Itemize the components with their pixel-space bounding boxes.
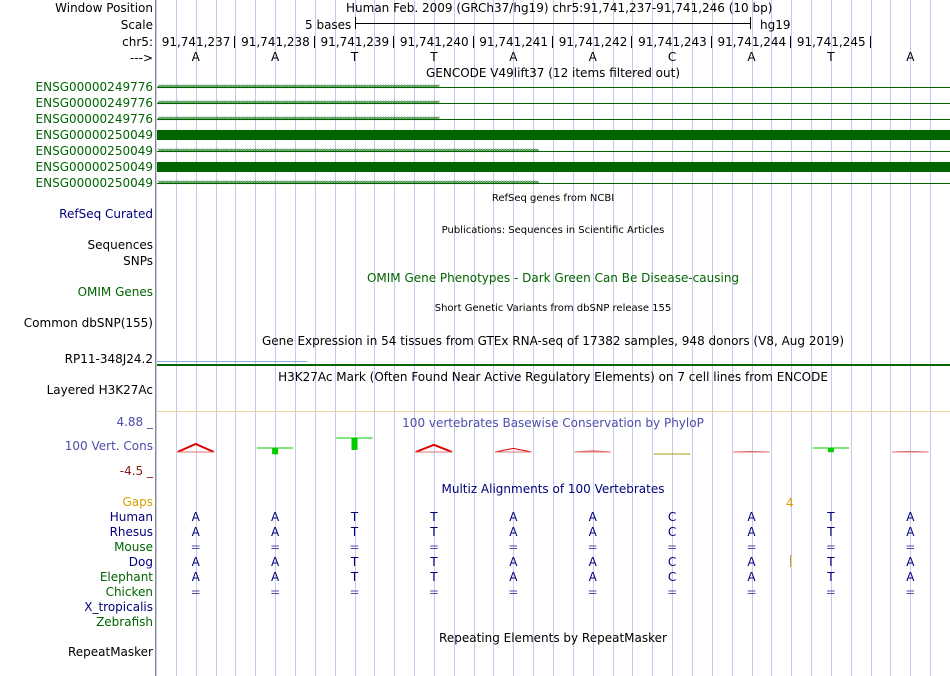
h3k27ac-baseline — [157, 411, 950, 412]
gene-exon-feature[interactable] — [157, 162, 950, 172]
alignment-base-mouse: = — [508, 540, 519, 554]
window-position-text: Human Feb. 2009 (GRCh37/hg19) chr5:91,741,237-91,741,246 (10 bp) — [346, 1, 773, 15]
alignment-base-human: A — [270, 510, 280, 524]
base-letter: T — [827, 50, 835, 64]
alignment-base-mouse: = — [825, 540, 836, 554]
alignment-base-human: T — [827, 510, 835, 524]
base-letter: A — [509, 50, 518, 64]
phylop-bar[interactable] — [813, 448, 850, 452]
species-label-mouse[interactable]: Mouse — [114, 540, 153, 554]
layered-h3k27ac-label[interactable]: Layered H3K27Ac — [46, 383, 153, 397]
alignment-base-elephant: A — [747, 570, 756, 584]
alignment-base-chicken: = — [587, 585, 598, 599]
species-label-elephant[interactable]: Elephant — [99, 570, 153, 584]
base-letter: A — [906, 50, 915, 64]
ruler-coordinate: 91,741,238 — [241, 35, 310, 49]
alignment-base-elephant: A — [906, 570, 915, 584]
species-label-xtropicalis[interactable]: X_tropicalis — [84, 600, 153, 614]
scale-label: Scale — [120, 18, 153, 32]
alignment-base-rhesus: A — [270, 525, 280, 539]
gene-label[interactable]: ENSG00000249776 — [35, 112, 153, 126]
ruler-coordinate: 91,741,237 — [161, 35, 231, 49]
base-letter: A — [191, 50, 200, 64]
publications-track-title[interactable]: Publications: Sequences in Scientific Articles — [441, 225, 665, 236]
phylop-track-title[interactable]: 100 vertebrates Basewise Conservation by PhyloP — [402, 416, 704, 430]
assembly-text: hg19 — [760, 18, 791, 32]
gene-feature[interactable]: ‹‹‹‹‹‹‹‹‹‹‹‹‹‹‹‹‹‹‹‹‹‹‹‹‹‹‹‹‹‹‹‹‹‹‹‹‹‹‹‹‹‹‹‹‹‹‹‹‹‹‹‹‹‹‹‹‹‹‹‹‹‹‹‹‹‹‹‹‹‹‹‹‹‹‹‹‹‹‹‹‹‹‹‹‹‹‹‹‹‹‹‹‹‹‹‹‹‹‹‹‹‹‹‹‹‹‹‹‹‹‹‹‹‹‹‹‹‹‹‹‹‹‹‹‹‹‹‹‹‹‹‹‹‹‹‹‹‹‹‹‹‹‹‹‹‹‹‹‹‹‹‹‹‹‹‹‹‹‹‹‹‹‹‹‹‹‹‹‹‹‹‹‹‹‹‹ — [157, 119, 950, 120]
phylop-bar[interactable] — [177, 444, 214, 452]
gene-exon-feature[interactable] — [157, 130, 950, 140]
alignment-base-chicken: = — [190, 585, 201, 599]
alignment-base-mouse: = — [746, 540, 757, 554]
ruler-tick — [473, 36, 474, 48]
h3k27ac-track-title[interactable]: H3K27Ac Mark (Often Found Near Active Regulatory Elements) on 7 cell lines from ENCODE — [278, 370, 828, 384]
alignment-base-dog: A — [191, 555, 200, 569]
chr-label: chr5: — [122, 35, 153, 49]
ruler-tick — [393, 36, 394, 48]
alignment-base-rhesus: A — [509, 525, 518, 539]
alignment-base-elephant: T — [827, 570, 835, 584]
alignment-base-rhesus: A — [588, 525, 597, 539]
alignment-base-dog: A — [906, 555, 915, 569]
alignment-base-dog: T — [350, 555, 359, 569]
phylop-bar[interactable] — [733, 451, 770, 452]
alignment-base-elephant: T — [430, 570, 438, 584]
species-label-zebrafish[interactable]: Zebrafish — [96, 615, 153, 629]
window-position-label: Window Position — [55, 1, 153, 15]
refseq-label[interactable]: RefSeq Curated — [59, 207, 153, 221]
scale-bar — [355, 23, 750, 24]
alignment-base-human: A — [509, 510, 518, 524]
repeatmasker-label[interactable]: RepeatMasker — [67, 645, 153, 659]
ruler-tick — [870, 36, 871, 48]
alignment-base-chicken: = — [428, 585, 439, 599]
gene-label[interactable]: ENSG00000250049 — [35, 128, 153, 142]
ruler-coordinate: 91,741,245 — [796, 35, 866, 49]
omim-label[interactable]: OMIM Genes — [77, 285, 153, 299]
phylop-bar[interactable] — [416, 445, 453, 452]
phylop-bar[interactable] — [495, 448, 532, 452]
ruler-tick — [631, 36, 632, 48]
alignment-base-mouse: = — [349, 540, 360, 554]
alignment-base-elephant: A — [191, 570, 200, 584]
alignment-base-human: A — [747, 510, 756, 524]
alignment-base-chicken: = — [349, 585, 360, 599]
alignment-base-dog: A — [509, 555, 518, 569]
alignment-base-rhesus: C — [667, 525, 677, 539]
alignment-base-dog: A — [270, 555, 280, 569]
alignment-base-elephant: A — [509, 570, 518, 584]
alignment-base-chicken: = — [905, 585, 916, 599]
phylop-bar[interactable] — [892, 451, 929, 452]
base-letter: T — [430, 50, 438, 64]
dog-gap-marker — [790, 555, 791, 567]
ruler-tick — [711, 36, 712, 48]
phylop-bar[interactable] — [574, 451, 611, 452]
refseq-track-title[interactable]: RefSeq genes from NCBI — [491, 193, 615, 204]
alignment-base-dog: A — [588, 555, 597, 569]
alignment-base-elephant: T — [350, 570, 359, 584]
alignment-base-chicken: = — [270, 585, 281, 599]
base-letter: A — [270, 50, 280, 64]
ruler-coordinate: 91,741,241 — [479, 35, 548, 49]
phylop-bar[interactable] — [257, 448, 294, 454]
base-letter: C — [667, 50, 677, 64]
alignment-base-human: A — [588, 510, 597, 524]
alignment-base-mouse: = — [587, 540, 598, 554]
alignment-base-rhesus: T — [430, 525, 438, 539]
gaps-count: 4 — [786, 496, 794, 510]
alignment-base-rhesus: A — [747, 525, 756, 539]
alignment-base-mouse: = — [270, 540, 281, 554]
alignment-base-elephant: C — [667, 570, 677, 584]
species-label-rhesus[interactable]: Rhesus — [109, 525, 153, 539]
ruler-coordinate: 91,741,243 — [638, 35, 707, 49]
alignment-base-elephant: A — [270, 570, 280, 584]
alignment-base-mouse: = — [905, 540, 916, 554]
alignment-base-rhesus: A — [906, 525, 915, 539]
strand-label: ---> — [129, 51, 153, 65]
gene-label[interactable]: ENSG00000249776 — [35, 80, 153, 94]
base-letter: A — [588, 50, 597, 64]
gene-feature[interactable]: ›››››››››››››››››››››››››››››››››››››››››››››››››››››››››››››››››››››››››››››››››››››››››››››››››››››››››››››››››››››››››››››››››››››››››››››››››››››››››››››››››››››››››››››››››››››››››››››››››››››››››››››››››››››››››››››››››››››››››››››› — [157, 183, 950, 184]
scale-bar-right-tick — [750, 17, 751, 29]
alignment-base-human: A — [906, 510, 915, 524]
ruler-tick — [314, 36, 315, 48]
cons-max-label: 4.88 _ — [116, 415, 153, 429]
gene-label[interactable]: ENSG00000249776 — [35, 96, 153, 110]
gencode-track-title[interactable]: GENCODE V49lift37 (12 items filtered out) — [425, 66, 680, 80]
ruler-tick — [552, 36, 553, 48]
ruler-coordinate: 91,741,244 — [717, 35, 787, 49]
gene-feature[interactable]: ‹‹‹‹‹‹‹‹‹‹‹‹‹‹‹‹‹‹‹‹‹‹‹‹‹‹‹‹‹‹‹‹‹‹‹‹‹‹‹‹‹‹‹‹‹‹‹‹‹‹‹‹‹‹‹‹‹‹‹‹‹‹‹‹‹‹‹‹‹‹‹‹‹‹‹‹‹‹‹‹‹‹‹‹‹‹‹‹‹‹‹‹‹‹‹‹‹‹‹‹‹‹‹‹‹‹‹‹‹‹‹‹‹‹‹‹‹‹‹‹‹‹‹‹‹‹‹‹‹‹‹‹‹‹‹‹‹‹‹‹‹‹‹‹‹‹‹‹‹‹‹‹‹‹‹‹‹‹‹‹‹‹‹‹‹‹‹‹‹‹‹‹‹‹‹‹ — [157, 103, 950, 104]
species-label-human[interactable]: Human — [109, 510, 153, 524]
alignment-base-chicken: = — [508, 585, 519, 599]
alignment-base-human: C — [667, 510, 677, 524]
gene-feature[interactable]: ‹‹‹‹‹‹‹‹‹‹‹‹‹‹‹‹‹‹‹‹‹‹‹‹‹‹‹‹‹‹‹‹‹‹‹‹‹‹‹‹‹‹‹‹‹‹‹‹‹‹‹‹‹‹‹‹‹‹‹‹‹‹‹‹‹‹‹‹‹‹‹‹‹‹‹‹‹‹‹‹‹‹‹‹‹‹‹‹‹‹‹‹‹‹‹‹‹‹‹‹‹‹‹‹‹‹‹‹‹‹‹‹‹‹‹‹‹‹‹‹‹‹‹‹‹‹‹‹‹‹‹‹‹‹‹‹‹‹‹‹‹‹‹‹‹‹‹‹‹‹‹‹‹‹‹‹‹‹‹‹‹‹‹‹‹‹‹‹‹‹‹‹‹‹‹‹ — [157, 87, 950, 88]
alignment-base-rhesus: T — [827, 525, 835, 539]
snps-label[interactable]: SNPs — [123, 254, 153, 268]
alignment-base-chicken: = — [825, 585, 836, 599]
gene-label[interactable]: ENSG00000250049 — [35, 144, 153, 158]
alignment-base-rhesus: A — [191, 525, 200, 539]
species-label-chicken[interactable]: Chicken — [105, 585, 153, 599]
alignment-base-mouse: = — [428, 540, 439, 554]
repeatmasker-track-title[interactable]: Repeating Elements by RepeatMasker — [439, 631, 667, 645]
common-dbsnp-label[interactable]: Common dbSNP(155) — [23, 316, 153, 330]
rp11-gene-bar[interactable] — [157, 364, 950, 366]
base-letter: T — [350, 50, 359, 64]
alignment-base-chicken: = — [667, 585, 678, 599]
rp11-label[interactable]: RP11-348J24.2 — [64, 352, 153, 366]
gene-label[interactable]: ENSG00000250049 — [35, 176, 153, 190]
alignment-base-dog: T — [827, 555, 835, 569]
alignment-base-dog: T — [430, 555, 438, 569]
gene-label[interactable]: ENSG00000250049 — [35, 160, 153, 174]
alignment-base-elephant: A — [588, 570, 597, 584]
ruler-coordinate: 91,741,240 — [399, 35, 469, 49]
scale-text: 5 bases — [305, 18, 352, 32]
track-labels-panel — [0, 0, 155, 676]
gtex-faint-bar — [157, 361, 307, 362]
alignment-base-dog: C — [667, 555, 677, 569]
gtex-track-title[interactable]: Gene Expression in 54 tissues from GTEx RNA-seq of 17382 samples, 948 donors (V8, Aug 2019) — [261, 334, 845, 348]
omim-track-title[interactable]: OMIM Gene Phenotypes - Dark Green Can Be Disease-causing — [366, 271, 740, 285]
species-label-dog[interactable]: Dog — [128, 555, 153, 569]
cons-track-label[interactable]: 100 Vert. Cons — [64, 439, 153, 453]
base-letter: A — [747, 50, 756, 64]
alignment-base-mouse: = — [667, 540, 678, 554]
dbsnp-track-title[interactable]: Short Genetic Variants from dbSNP release 155 — [434, 303, 672, 314]
multiz-track-title[interactable]: Multiz Alignments of 100 Vertebrates — [441, 482, 665, 496]
ruler-tick — [790, 36, 791, 48]
cons-min-label: -4.5 _ — [119, 464, 153, 478]
phylop-plot[interactable] — [156, 432, 950, 472]
alignment-base-human: T — [430, 510, 438, 524]
alignment-base-dog: A — [747, 555, 756, 569]
alignment-base-mouse: = — [190, 540, 201, 554]
alignment-base-human: A — [191, 510, 200, 524]
alignment-base-human: T — [350, 510, 359, 524]
alignment-base-rhesus: T — [350, 525, 359, 539]
gaps-label[interactable]: Gaps — [122, 495, 153, 509]
ruler-tick — [234, 36, 235, 48]
phylop-bar[interactable] — [336, 438, 373, 450]
ruler-coordinate: 91,741,242 — [558, 35, 628, 49]
ruler-coordinate: 91,741,239 — [320, 35, 390, 49]
gene-feature[interactable]: ›››››››››››››››››››››››››››››››››››››››››››››››››››››››››››››››››››››››››››››››››››››››››››››››››››››››››››››››››››››››››››››››››››››››››››››››››››››››››››››››››››››››››››››››››››››››››››››››››››››››››››››››››››››››››››››››››››››››››››››› — [157, 151, 950, 152]
sequences-label[interactable]: Sequences — [87, 238, 153, 252]
alignment-base-chicken: = — [746, 585, 757, 599]
